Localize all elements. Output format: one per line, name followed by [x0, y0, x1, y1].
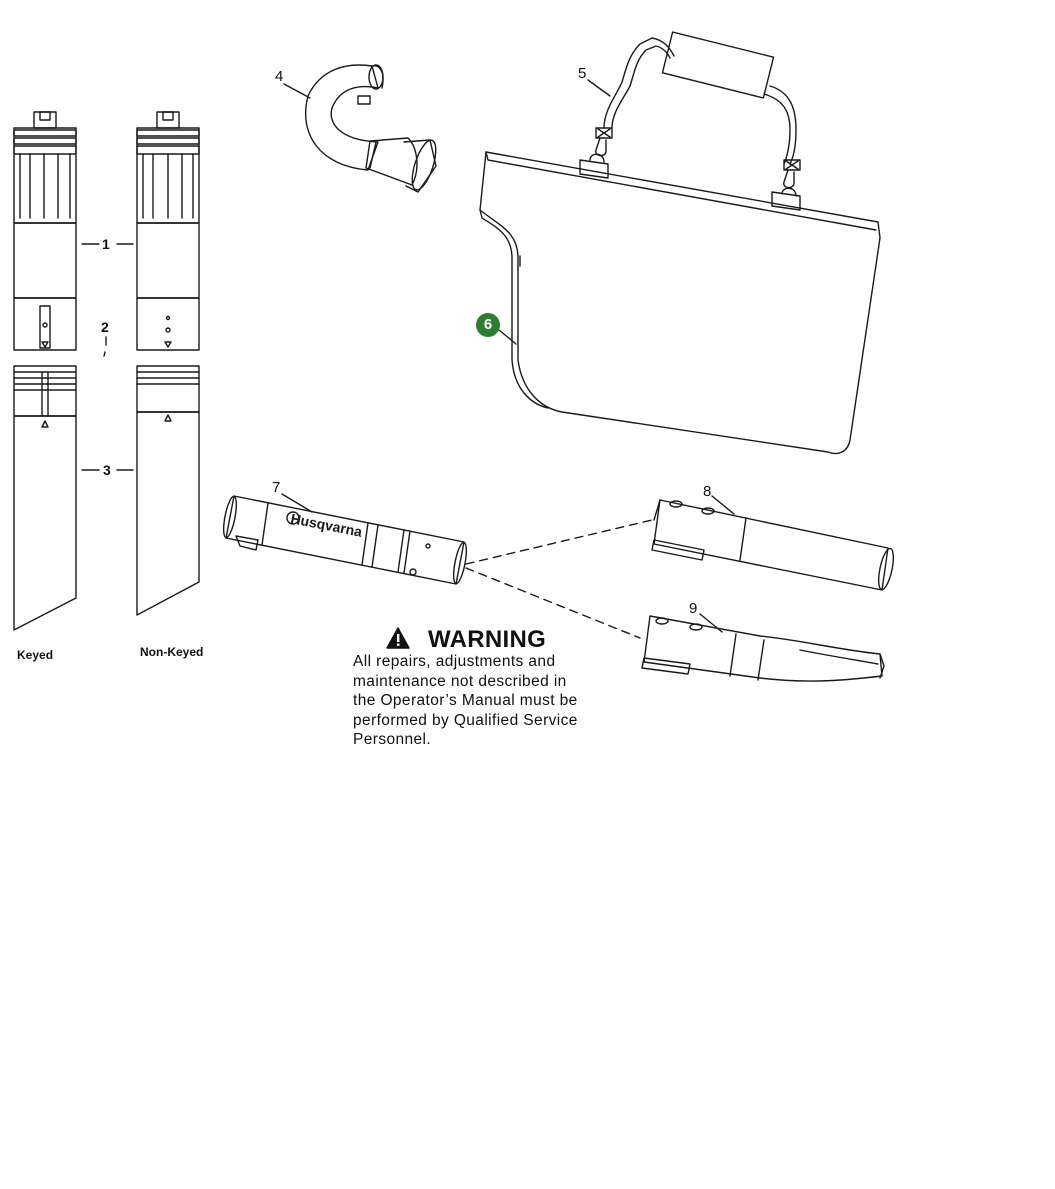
nozzle-part-9 — [642, 616, 884, 681]
warning-line: performed by Qualified Service — [353, 711, 578, 729]
callout-8: 8 — [703, 483, 712, 500]
warning-line: the Operator’s Manual must be — [353, 692, 578, 709]
nozzle-part-8 — [652, 500, 896, 591]
tube-part-7 — [221, 495, 469, 584]
warning-title-row — [353, 626, 593, 654]
elbow-part-4 — [306, 65, 441, 193]
non-keyed-tube-lower — [137, 366, 199, 615]
callout-7: 7 — [272, 479, 281, 496]
callout-9: 9 — [689, 600, 698, 617]
callout-1: 1 — [102, 236, 110, 252]
keyed-tube-upper — [14, 112, 76, 350]
keyed-tube-lower — [14, 366, 76, 630]
warning-line: All repairs, adjustments and — [353, 653, 556, 670]
warning-body — [353, 652, 623, 750]
bag-part-6 — [480, 152, 880, 454]
callout-3: 3 — [103, 462, 111, 478]
strap-part-5 — [596, 32, 800, 188]
callout-2: 2 — [101, 319, 109, 335]
warning-line: maintenance not described in — [353, 672, 567, 690]
warning-notice — [353, 626, 623, 750]
caption-keyed: Keyed — [17, 648, 54, 662]
non-keyed-tube-upper — [137, 112, 199, 350]
callout-5: 5 — [578, 65, 587, 82]
caption-non-keyed: Non-Keyed — [140, 645, 204, 659]
callout-4: 4 — [275, 68, 284, 85]
husqvarna-logo: Husqvarna — [289, 510, 364, 540]
warning-title: WARNING — [427, 626, 547, 653]
callout-6-badge: 6 — [476, 313, 500, 337]
warning-line: Personnel. — [353, 731, 432, 748]
